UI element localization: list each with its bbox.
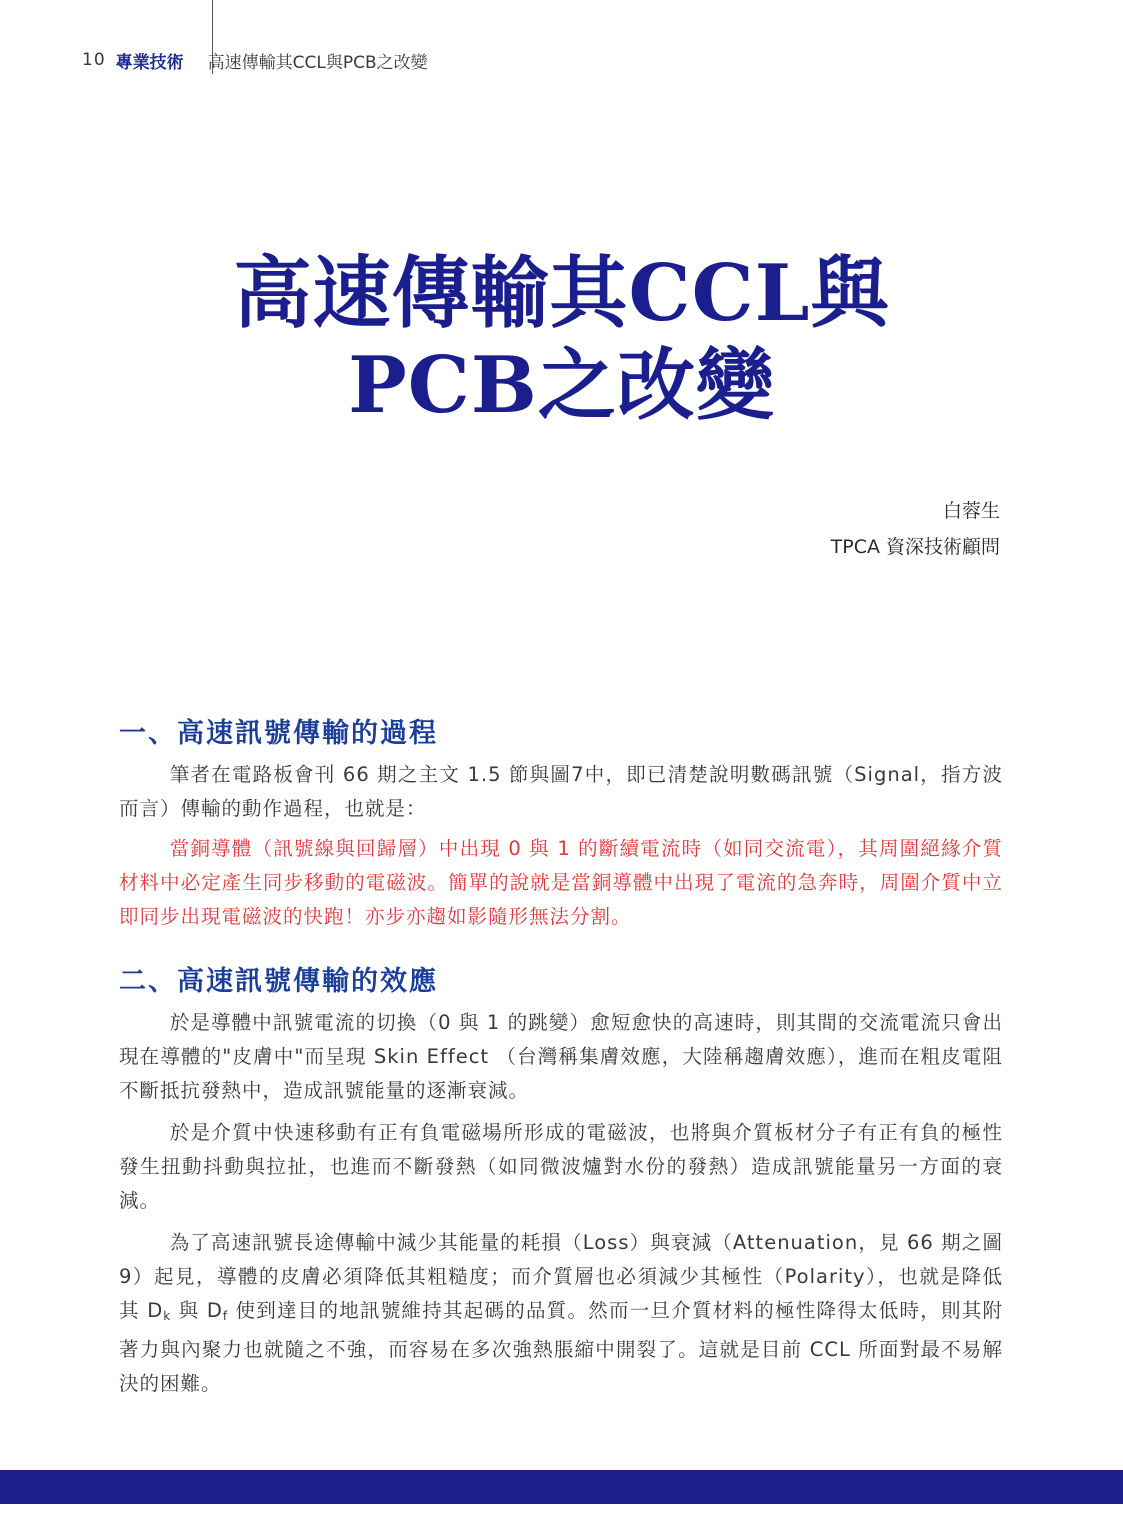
- section-1-heading: 一、高速訊號傳輸的過程: [119, 718, 438, 749]
- footer-band: [0, 1470, 1123, 1504]
- running-header: [82, 47, 428, 73]
- paragraph-3-text-c: 使到達目的地訊號維持其起碼的品質。然而一旦介質材料的極性降得太低時，則其附著力與內聚力也就隨之不強，而容易在多次強熱脹縮中開裂了。這就是目前 CCL 所面對最不易解決的困難。: [119, 1299, 1003, 1395]
- paragraph-3-text-a: 為了高速訊號長途傳輸中減少其能量的耗損（Loss）與衰減（Attenuation，見 66 期之圖 9）起見，導體的皮膚必須降低其粗糙度；而介質層也必須減少其極性（Polarity），也就是降低其 D: [119, 1231, 1003, 1322]
- author-affiliation: TPCA 資深技術顧問: [830, 536, 1000, 558]
- author-name: 白蓉生: [942, 500, 1000, 522]
- section-1-highlight-paragraph: 當銅導體（訊號線與回歸層）中出現 0 與 1 的斷續電流時（如同交流電），其周圍絕緣介質材料中必定產生同步移動的電磁波。簡單的說就是當銅導體中出現了電流的急奔時，周圍介質中立即同步出現電磁波的快跑！亦步亦趨如影隨形無法分割。: [119, 837, 1003, 928]
- dk-subscript: k: [163, 1309, 172, 1323]
- article-body: [119, 712, 1003, 1401]
- title-line-2: PCB之改變: [348, 340, 775, 431]
- section-2-paragraph-2: 於是介質中快速移動有正有負電磁場所形成的電磁波，也將與介質板材分子有正有負的極性發生扭動抖動與拉扯，也進而不斷發熱（如同微波爐對水份的發熱）造成訊號能量另一方面的衰減。: [119, 1121, 1003, 1212]
- page-number: 10: [82, 50, 106, 70]
- section-2-heading: 二、高速訊號傳輸的效應: [119, 966, 438, 997]
- section-2-paragraph-3: [119, 1226, 1003, 1401]
- article-title: [0, 248, 1123, 432]
- df-subscript: f: [222, 1309, 229, 1323]
- section-label: 專業技術: [115, 52, 184, 73]
- title-line-1: 高速傳輸其CCL與: [233, 248, 890, 339]
- running-title: 高速傳輸其CCL與PCB之改變: [207, 52, 428, 73]
- paragraph-3-text-b: 與 D: [171, 1299, 223, 1322]
- author-block: [831, 493, 1000, 565]
- section-2-paragraph-1: 於是導體中訊號電流的切換（0 與 1 的跳變）愈短愈快的高速時，則其間的交流電流只會出現在導體的"皮膚中"而呈現 Skin Effect （台灣稱集膚效應，大陸稱趨膚效應），進而在粗皮電阻不斷抵抗發熱中，造成訊號能量的逐漸衰減。: [119, 1011, 1003, 1102]
- section-1-paragraph-1: 筆者在電路板會刊 66 期之主文 1.5 節與圖7中，即已清楚說明數碼訊號（Signal，指方波而言）傳輸的動作過程，也就是：: [119, 763, 1003, 820]
